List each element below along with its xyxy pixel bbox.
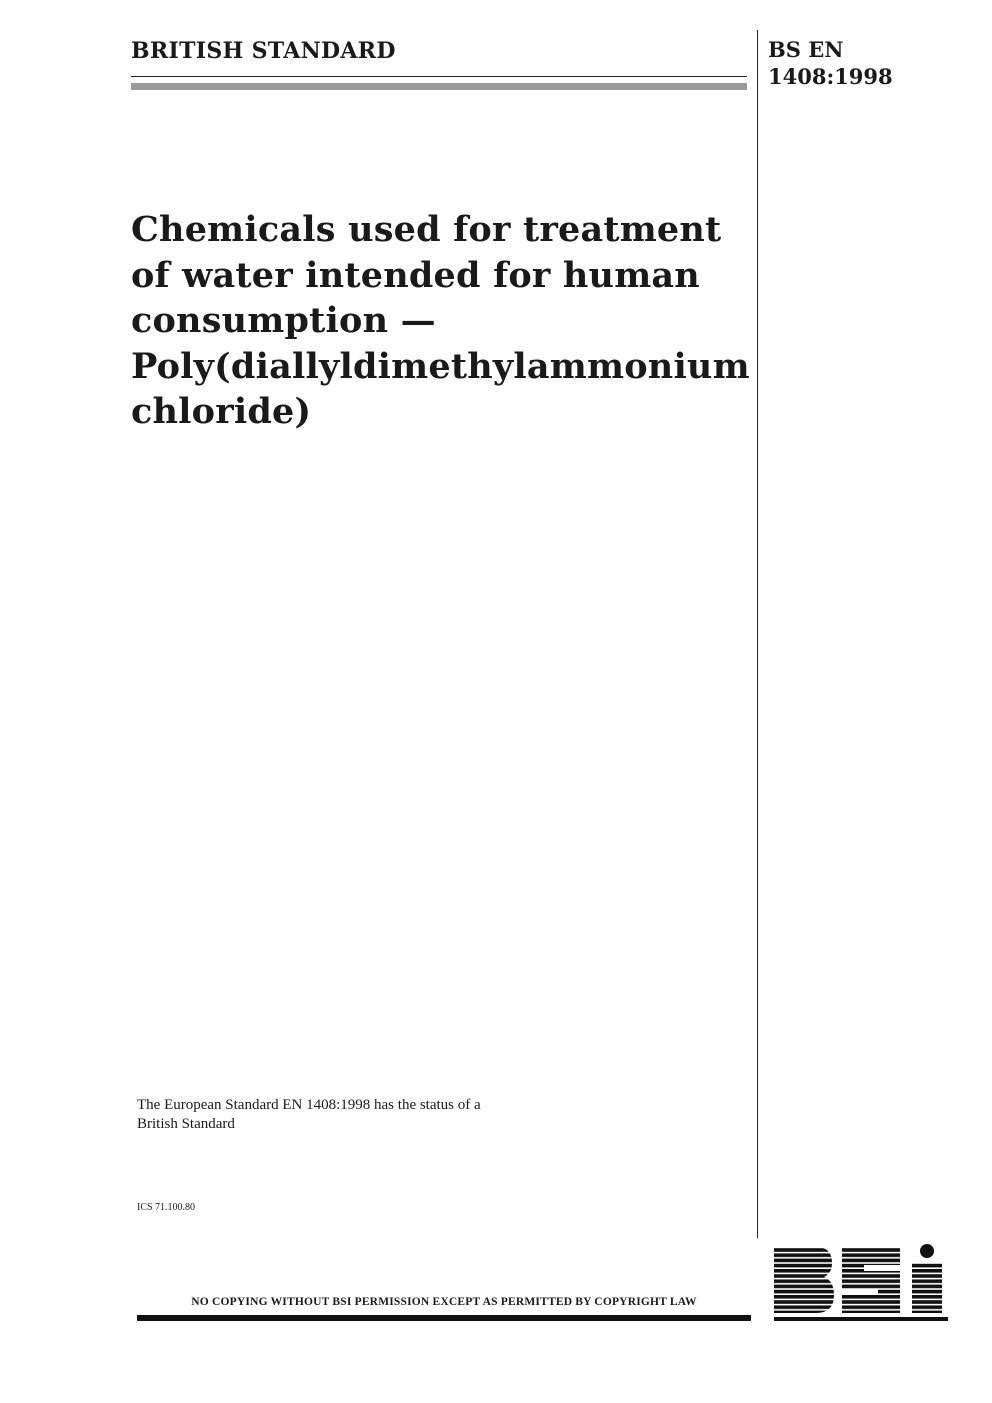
title-line: consumption —: [131, 300, 436, 341]
series-label: BRITISH STANDARD: [131, 38, 396, 64]
header-rule-thin: [131, 76, 747, 77]
document-title: [131, 207, 751, 435]
title-line: of water intended for human: [131, 254, 700, 296]
status-statement: [137, 1096, 557, 1134]
status-line: British Standard: [137, 1116, 235, 1132]
bsi-logo-icon: [772, 1243, 950, 1323]
standard-number-line2: 1408:1998: [768, 64, 893, 89]
ics-code: ICS 71.100.80: [137, 1202, 196, 1213]
status-line: The European Standard EN 1408:1998 has the status of a: [137, 1097, 481, 1113]
title-line: Chemicals used for treatment: [131, 209, 722, 250]
standard-number-line1: BS EN: [768, 37, 844, 62]
logo-text: BSI: [772, 1243, 774, 1244]
title-line: Poly(diallyldimethylammonium: [131, 345, 750, 387]
copyright-notice: NO COPYING WITHOUT BSI PERMISSION EXCEPT AS PERMITTED BY COPYRIGHT LAW: [191, 1296, 697, 1308]
header-rule-grey: [131, 83, 747, 90]
title-line: chloride): [131, 391, 312, 432]
vertical-divider: [757, 30, 758, 1238]
standard-number: [768, 36, 893, 90]
footer-rule: [137, 1315, 751, 1321]
